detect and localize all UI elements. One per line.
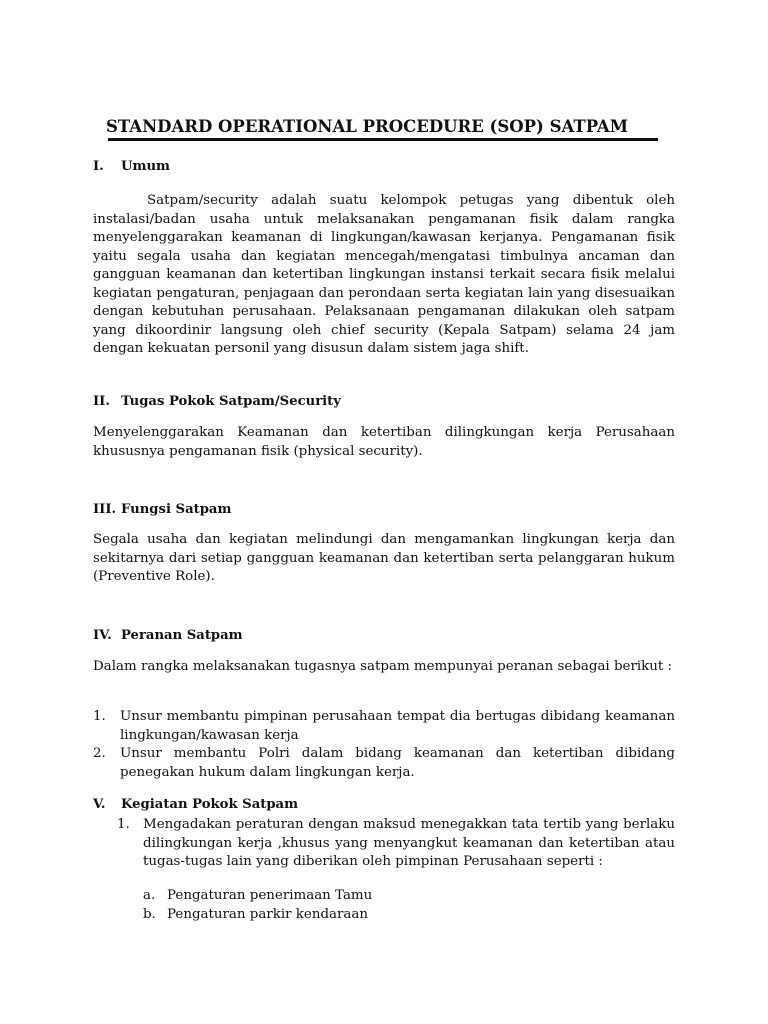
section-title: Tugas Pokok Satpam/Security xyxy=(121,394,341,409)
section-title: Umum xyxy=(121,159,170,174)
section-number: II. xyxy=(93,394,110,409)
kegiatan-sub-list xyxy=(143,887,543,924)
peranan-list xyxy=(93,708,675,782)
list-letter: a. xyxy=(143,888,156,903)
kegiatan-list xyxy=(117,816,675,872)
list-text: Pengaturan penerimaan Tamu xyxy=(167,888,373,903)
paragraph-umum: Satpam/security adalah suatu kelompok petugas yang dibentuk oleh instalasi/badan usaha untuk melaksanakan pengamanan fisik dalam rangka menyelenggarakan keamanan di lingkungan/kawasan kerjanya. Pengamanan fisik yaitu segala usaha dan kegiatan mencegah/mengatasi timbulnya ancaman dan gangguan keamanan dan ketertiban lingkungan instansi terkait secara fisik melalui kegiatan pengaturan, penjagaan dan perondaan serta kegiatan lain yang disesuaikan dengan kebutuhan perusahaan. Pelaksanaan pengamanan dilakukan oleh satpam yang dikoordinir langsung oleh chief security (Kepala Satpam) selama 24 jam dengan kekuatan personil yang disusun dalam sistem jaga shift. xyxy=(93,193,675,356)
list-item xyxy=(143,887,543,906)
list-text: Mengadakan peraturan dengan maksud menegakkan tata tertib yang berlaku dilingkungan kerja ,khusus yang menyangkut keamanan dan ketertiban atau tugas-tugas lain yang diberikan oleh pimpinan Perusahaan seperti : xyxy=(143,817,675,869)
list-item xyxy=(143,906,543,925)
list-item xyxy=(117,816,675,872)
list-item xyxy=(93,708,675,745)
section-title: Kegiatan Pokok Satpam xyxy=(121,797,299,812)
paragraph-fungsi: Segala usaha dan kegiatan melindungi dan mengamankan lingkungan kerja dan sekitarnya dari setiap gangguan keamanan dan ketertiban serta pelanggaran hukum (Preventive Role). xyxy=(93,532,675,584)
list-text: Unsur membantu pimpinan perusahaan tempat dia bertugas dibidang keamanan lingkungan/kawasan kerja xyxy=(120,709,675,743)
list-number: 1. xyxy=(93,709,106,724)
section-title: Fungsi Satpam xyxy=(121,502,232,517)
paragraph-peranan-intro: Dalam rangka melaksanakan tugasnya satpam mempunyai peranan sebagai berikut : xyxy=(93,659,673,674)
section-number: IV. xyxy=(93,628,112,643)
list-text: Pengaturan parkir kendaraan xyxy=(167,906,369,922)
section-heading-fungsi xyxy=(93,502,231,517)
section-number: III. xyxy=(93,502,117,517)
list-text: Unsur membantu Polri dalam bidang keamanan dan ketertiban dibidang penegakan hukum dalam lingkungan kerja. xyxy=(120,746,675,780)
list-number: 1. xyxy=(117,817,130,832)
section-number: I. xyxy=(93,159,104,174)
list-letter: b. xyxy=(143,906,156,922)
section-heading-umum xyxy=(93,159,170,174)
section-heading-kegiatan xyxy=(93,797,298,812)
section-number: V. xyxy=(93,797,106,812)
title-underline xyxy=(108,138,658,141)
section-heading-tugas xyxy=(93,394,341,409)
paragraph-tugas: Menyelenggarakan Keamanan dan ketertiban dilingkungan kerja Perusahaan khususnya pengamanan fisik (physical security). xyxy=(93,425,675,459)
list-item xyxy=(93,745,675,782)
section-title: Peranan Satpam xyxy=(121,628,243,643)
section-heading-peranan xyxy=(93,628,243,643)
document-title: STANDARD OPERATIONAL PROCEDURE (SOP) SATPAM xyxy=(106,117,628,136)
list-number: 2. xyxy=(93,746,106,761)
